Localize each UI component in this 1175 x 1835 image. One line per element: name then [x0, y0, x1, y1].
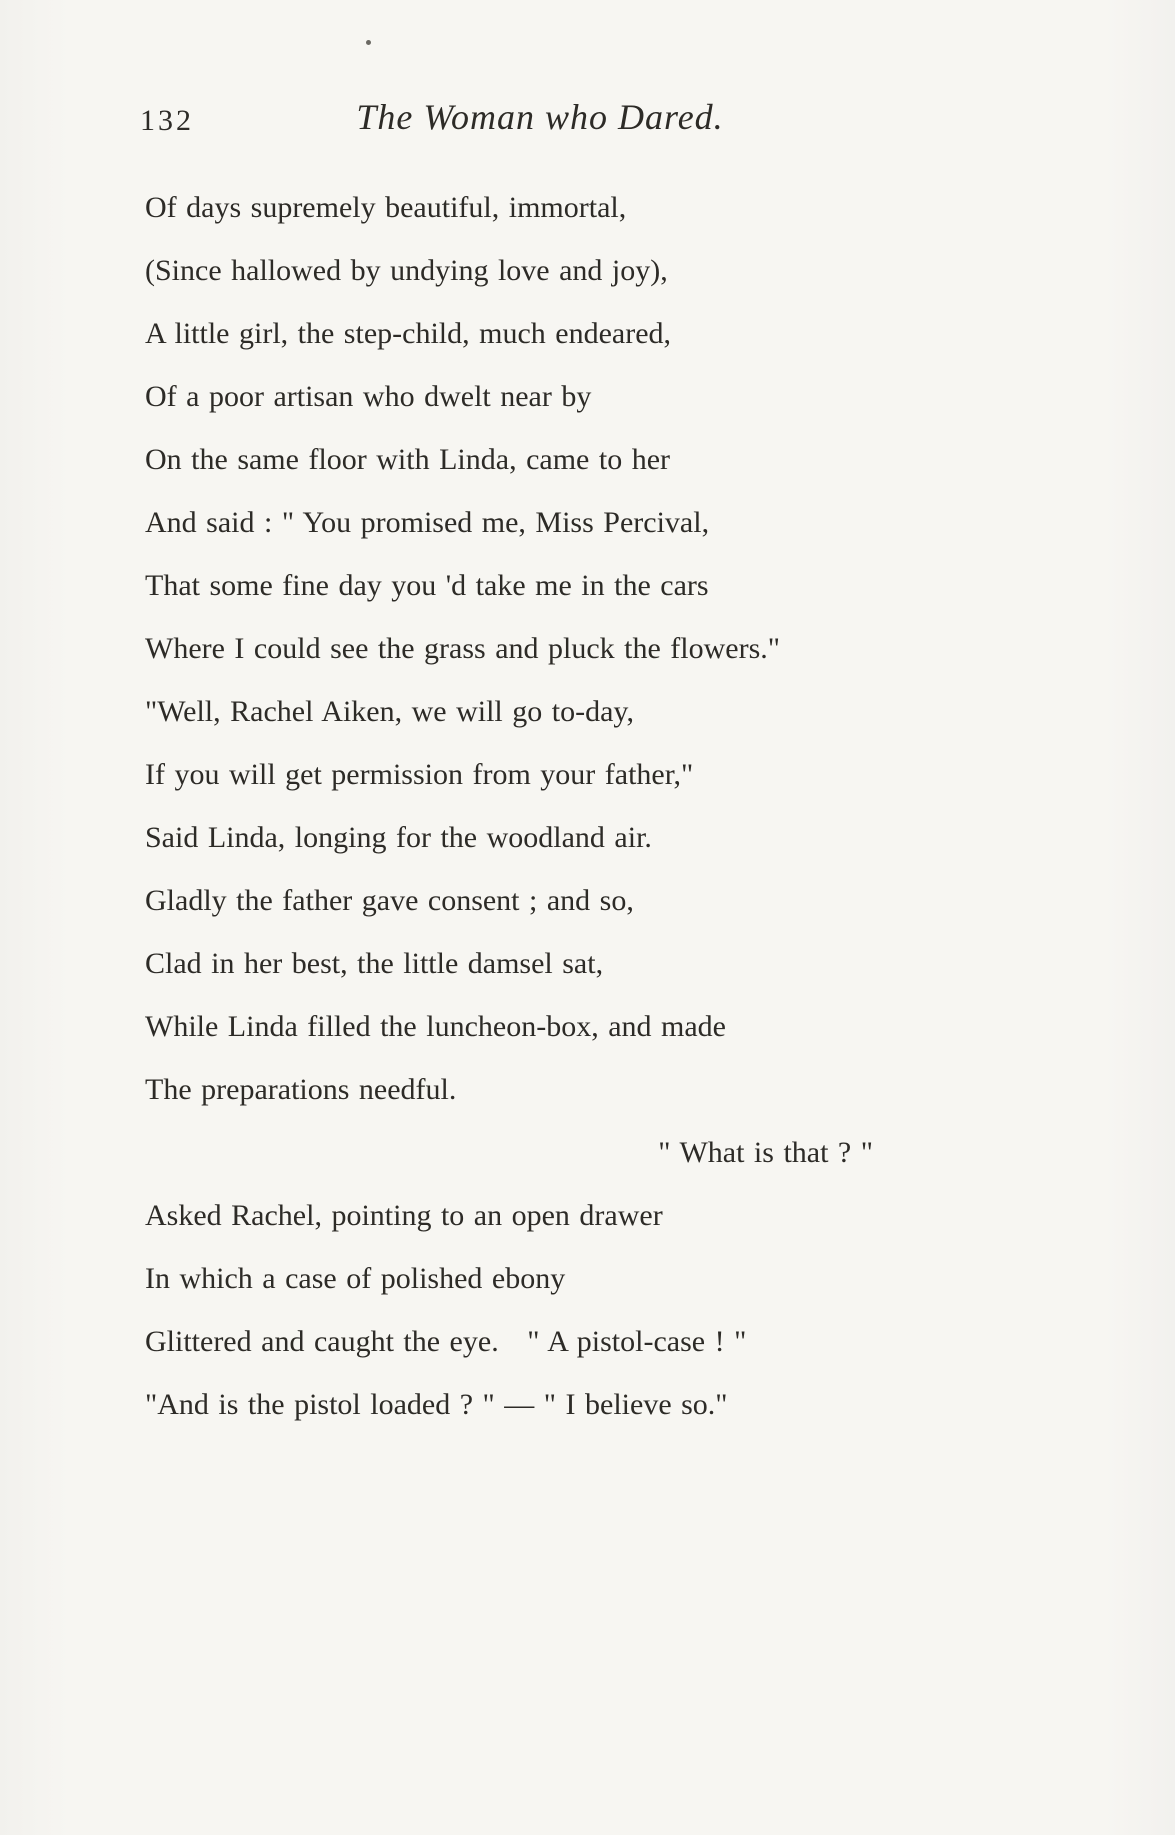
poem-line: If you will get permission from your father,": [145, 758, 694, 791]
poem-line: In which a case of polished ebony: [145, 1262, 566, 1295]
poem-line: Clad in her best, the little damsel sat,: [145, 947, 604, 980]
poem-line: On the same floor with Linda, came to her: [145, 443, 671, 476]
poem-line: A little girl, the step-child, much endeared,: [145, 317, 672, 350]
poem-body: [145, 176, 945, 1436]
poem-line-dialogue-right: " What is that ? ": [658, 1136, 873, 1169]
poem-line: And said : " You promised me, Miss Percival,: [145, 506, 710, 539]
poem-line: That some fine day you 'd take me in the cars: [145, 569, 709, 602]
poem-line: "Well, Rachel Aiken, we will go to-day,: [145, 695, 634, 728]
running-title: The Woman who Dared.: [356, 97, 724, 137]
poem-line: Gladly the father gave consent ; and so,: [145, 884, 634, 917]
page-number: 132: [140, 104, 194, 137]
poem-line: Asked Rachel, pointing to an open drawer: [145, 1199, 663, 1232]
poem-line: "And is the pistol loaded ? " — " I believe so.": [145, 1388, 728, 1421]
poem-line: The preparations needful.: [145, 1073, 457, 1106]
poem-line: (Since hallowed by undying love and joy),: [145, 254, 668, 287]
poem-line: Of a poor artisan who dwelt near by: [145, 380, 592, 413]
page-header: [140, 96, 940, 146]
poem-line: Said Linda, longing for the woodland air.: [145, 821, 652, 854]
scan-artifact-dot: [366, 40, 371, 45]
poem-line: While Linda filled the luncheon-box, and made: [145, 1010, 726, 1043]
poem-line: Where I could see the grass and pluck the flowers.": [145, 632, 781, 665]
poem-line: Glittered and caught the eye. " A pistol-case ! ": [145, 1325, 747, 1358]
poem-line: Of days supremely beautiful, immortal,: [145, 191, 627, 224]
